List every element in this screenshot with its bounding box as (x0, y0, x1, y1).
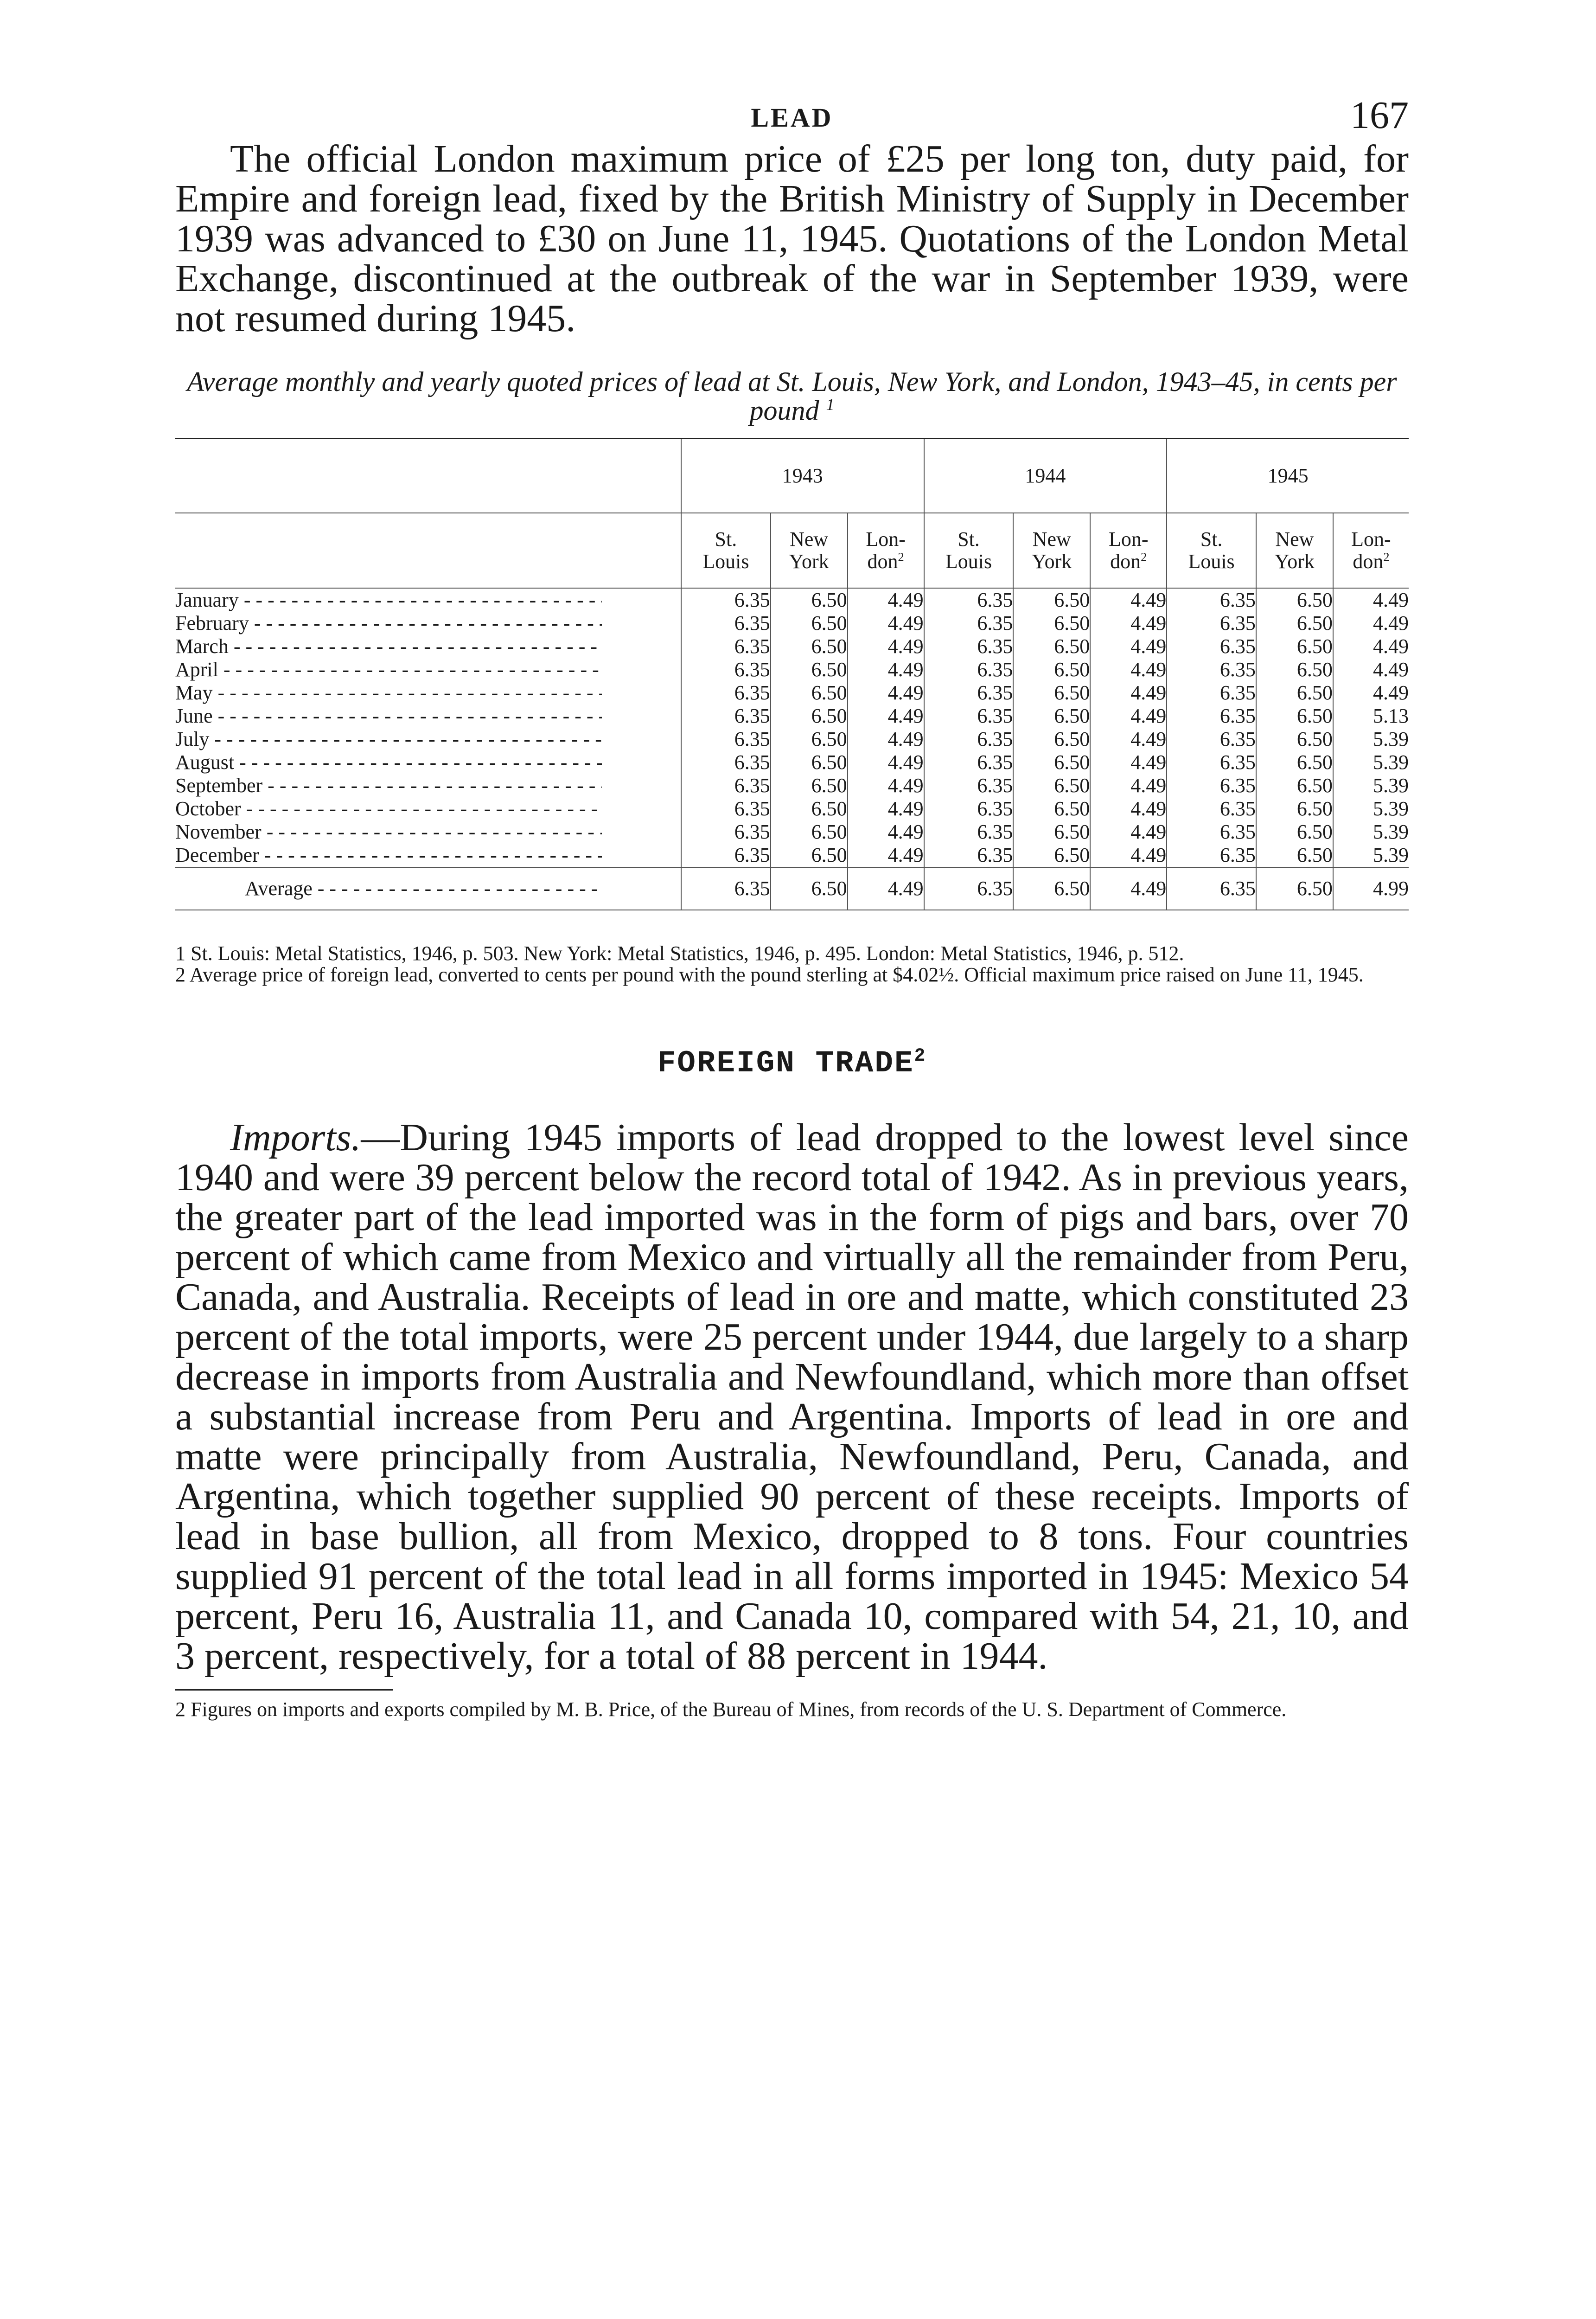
price-cell: 6.35 (681, 705, 771, 728)
price-cell: 5.13 (1333, 705, 1409, 728)
price-cell: 6.50 (1013, 681, 1090, 705)
price-cell: 5.39 (1333, 751, 1409, 774)
price-cell: 6.35 (1167, 797, 1256, 820)
document-page (175, 88, 1409, 1720)
average-cell: 6.50 (1013, 867, 1090, 910)
row-label-cell (175, 820, 681, 844)
price-cell: 6.35 (681, 612, 771, 635)
table-caption-text: Average monthly and yearly quoted prices of lead at St. Louis, New York, and London, 1943–45, in cents per pound (187, 366, 1397, 426)
row-label-cell (175, 751, 681, 774)
column-header-line-2: York (1274, 550, 1315, 573)
column-header (771, 513, 848, 588)
average-cell: 6.50 (771, 867, 848, 910)
price-cell: 5.39 (1333, 797, 1409, 820)
price-cell: 6.50 (771, 705, 848, 728)
price-cell: 4.49 (1333, 658, 1409, 681)
price-cell: 6.50 (771, 681, 848, 705)
column-header (924, 513, 1014, 588)
price-cell: 6.50 (771, 797, 848, 820)
row-label: October - - - (175, 798, 602, 820)
year-header: 1944 (924, 439, 1167, 513)
price-cell: 6.50 (1013, 612, 1090, 635)
column-header-line-2: Louis (1188, 550, 1235, 573)
price-cell: 4.49 (848, 705, 924, 728)
average-cell: 6.50 (1256, 867, 1333, 910)
price-cell: 6.50 (1013, 728, 1090, 751)
column-header-line-2: don (1353, 550, 1384, 573)
year-header-stub (175, 439, 681, 513)
row-label: November - - - (175, 821, 602, 843)
average-cell: 4.49 (848, 867, 924, 910)
table-note-1: 1 St. Louis: Metal Statistics, 1946, p. 503. New York: Metal Statistics, 1946, p. 495. London: Metal Statistics, 1946, p. 512. (175, 942, 1184, 965)
table-row (175, 705, 1409, 728)
price-cell: 4.49 (1090, 635, 1167, 658)
price-cell: 6.35 (1167, 774, 1256, 797)
column-header (1090, 513, 1167, 588)
price-cell: 6.35 (681, 635, 771, 658)
row-label: April - - - (175, 659, 602, 681)
price-cell: 6.50 (771, 820, 848, 844)
column-header (848, 513, 924, 588)
price-cell: 6.50 (1256, 751, 1333, 774)
price-cell: 6.35 (924, 728, 1014, 751)
footnote-rule (175, 1689, 393, 1691)
price-cell: 5.39 (1333, 844, 1409, 867)
row-label-cell (175, 635, 681, 658)
price-cell: 6.35 (681, 588, 771, 612)
price-cell: 6.50 (771, 588, 848, 612)
price-cell: 6.50 (1256, 774, 1333, 797)
column-header-line-1: New (790, 528, 829, 551)
column-header-line-2: don (867, 550, 898, 573)
price-cell: 6.50 (771, 658, 848, 681)
price-cell: 4.49 (1090, 797, 1167, 820)
price-cell: 6.50 (1256, 705, 1333, 728)
column-header-note: 2 (1141, 550, 1147, 564)
price-cell: 6.50 (1013, 820, 1090, 844)
price-cell: 6.35 (924, 751, 1014, 774)
price-cell: 6.50 (771, 635, 848, 658)
price-cell: 4.49 (1090, 658, 1167, 681)
price-cell: 6.50 (1013, 797, 1090, 820)
section-heading (175, 1046, 1409, 1081)
section-title: FOREIGN TRADE (657, 1046, 914, 1081)
price-cell: 6.50 (1256, 681, 1333, 705)
table-row (175, 751, 1409, 774)
row-label-cell (175, 681, 681, 705)
price-cell: 6.35 (1167, 751, 1256, 774)
price-cell: 4.49 (848, 681, 924, 705)
table-row (175, 774, 1409, 797)
price-cell: 4.49 (848, 751, 924, 774)
price-cell: 4.49 (1333, 635, 1409, 658)
row-label-cell (175, 844, 681, 867)
column-header (1256, 513, 1333, 588)
price-cell: 5.39 (1333, 728, 1409, 751)
row-label-cell (175, 658, 681, 681)
column-header-stub (175, 513, 681, 588)
row-label: December - - - (175, 844, 602, 866)
price-cell: 4.49 (1090, 844, 1167, 867)
price-cell: 6.35 (1167, 681, 1256, 705)
table-row (175, 797, 1409, 820)
price-cell: 6.35 (1167, 612, 1256, 635)
price-cell: 4.49 (848, 635, 924, 658)
column-header-line-2: York (1032, 550, 1072, 573)
price-cell: 6.35 (1167, 844, 1256, 867)
price-cell: 6.35 (681, 844, 771, 867)
imports-lead-in: Imports. (230, 1116, 361, 1159)
price-cell: 4.49 (848, 797, 924, 820)
price-cell: 6.35 (681, 797, 771, 820)
year-header: 1943 (681, 439, 924, 513)
row-label: July - - - (175, 728, 602, 750)
average-cell: 6.35 (681, 867, 771, 910)
column-header-line-1: New (1275, 528, 1314, 551)
column-header-line-2: York (789, 550, 829, 573)
price-cell: 4.49 (848, 658, 924, 681)
price-cell: 6.50 (1256, 844, 1333, 867)
column-header-row (175, 513, 1409, 588)
price-cell: 6.35 (681, 658, 771, 681)
column-header (1167, 513, 1256, 588)
price-cell: 4.49 (1090, 612, 1167, 635)
average-cell: 4.99 (1333, 867, 1409, 910)
price-cell: 4.49 (1333, 681, 1409, 705)
row-label-cell (175, 728, 681, 751)
table-row (175, 844, 1409, 867)
table-caption-note: 1 (826, 395, 835, 414)
footnote: 2 Figures on imports and exports compiled by M. B. Price, of the Bureau of Mines, from records of the U. S. Department of Commerce. (175, 1698, 1287, 1721)
price-cell: 4.49 (848, 612, 924, 635)
price-cell: 4.49 (848, 820, 924, 844)
price-cell: 6.50 (1256, 658, 1333, 681)
price-cell: 4.49 (1090, 728, 1167, 751)
price-cell: 6.50 (1256, 820, 1333, 844)
row-label: August - - - (175, 751, 602, 774)
price-cell: 6.35 (681, 774, 771, 797)
price-cell: 4.49 (1090, 820, 1167, 844)
year-header: 1945 (1167, 439, 1409, 513)
column-header-note: 2 (898, 550, 904, 564)
row-label: March - - - (175, 635, 602, 658)
average-label: Average - - - (245, 878, 602, 900)
column-header-line-1: Lon- (866, 528, 906, 551)
price-cell: 6.50 (1013, 751, 1090, 774)
page-number: 167 (1350, 94, 1409, 137)
price-cell: 6.35 (681, 681, 771, 705)
price-cell: 6.50 (1013, 705, 1090, 728)
price-cell: 6.50 (771, 612, 848, 635)
price-cell: 6.50 (1256, 588, 1333, 612)
table-caption (175, 367, 1409, 425)
row-label-cell (175, 797, 681, 820)
price-cell: 6.35 (1167, 588, 1256, 612)
column-header-line-2: don (1110, 550, 1141, 573)
row-label-cell (175, 588, 681, 612)
row-label: January - - - (175, 589, 602, 611)
price-cell: 5.39 (1333, 820, 1409, 844)
price-cell: 6.35 (924, 612, 1014, 635)
price-cell: 5.39 (1333, 774, 1409, 797)
price-table-body (175, 439, 1409, 910)
price-cell: 6.50 (1256, 612, 1333, 635)
price-cell: 6.35 (924, 658, 1014, 681)
average-label-cell (175, 867, 681, 910)
price-cell: 4.49 (848, 728, 924, 751)
price-cell: 6.50 (1256, 797, 1333, 820)
price-cell: 4.49 (848, 774, 924, 797)
average-row (175, 867, 1409, 910)
running-title: LEAD (751, 102, 833, 133)
price-cell: 6.35 (924, 774, 1014, 797)
price-cell: 6.50 (1013, 658, 1090, 681)
column-header-line-1: St. (958, 528, 980, 551)
price-cell: 6.35 (1167, 635, 1256, 658)
table-note-2: 2 Average price of foreign lead, converted to cents per pound with the pound sterling at $4.02½. Official maximum price raised on June 11, 1945. (175, 963, 1364, 986)
row-label: May - - - (175, 682, 602, 704)
row-label: September - - - (175, 775, 602, 797)
price-cell: 6.50 (771, 728, 848, 751)
price-cell: 4.49 (1090, 751, 1167, 774)
price-cell: 4.49 (1333, 612, 1409, 635)
row-label-cell (175, 774, 681, 797)
price-cell: 6.50 (771, 844, 848, 867)
row-label-cell (175, 705, 681, 728)
price-cell: 6.50 (1013, 844, 1090, 867)
section-note: 2 (914, 1045, 927, 1066)
price-cell: 6.35 (924, 705, 1014, 728)
column-header-line-1: St. (715, 528, 737, 551)
row-label: June - - - (175, 705, 602, 727)
price-cell: 6.35 (681, 820, 771, 844)
table-row (175, 612, 1409, 635)
table-notes (175, 943, 1409, 986)
average-cell: 4.49 (1090, 867, 1167, 910)
price-cell: 4.49 (1090, 681, 1167, 705)
price-cell: 4.49 (1333, 588, 1409, 612)
price-cell: 6.50 (771, 751, 848, 774)
column-header (681, 513, 771, 588)
price-cell: 4.49 (1090, 774, 1167, 797)
column-header-note: 2 (1383, 550, 1390, 564)
price-cell: 6.50 (1256, 728, 1333, 751)
average-cell: 6.35 (924, 867, 1014, 910)
price-cell: 6.35 (681, 751, 771, 774)
price-cell: 6.35 (924, 588, 1014, 612)
price-cell: 6.35 (1167, 705, 1256, 728)
column-header (1013, 513, 1090, 588)
running-head (175, 88, 1409, 139)
row-label-cell (175, 612, 681, 635)
price-cell: 4.49 (848, 844, 924, 867)
price-cell: 6.35 (924, 635, 1014, 658)
price-cell: 6.35 (924, 844, 1014, 867)
table-row (175, 635, 1409, 658)
imports-text: —During 1945 imports of lead dropped to the lowest level since 1940 and were 39 percent below the record total of 1942. As in previous years, the greater part of the lead imported was in the form of pigs and bars, over 70 percent of which came from Mexico and virtually all the remainder from Peru, Canada, and Australia. Receipts of lead in ore and matte, which constituted 23 percent of the total imports, were 25 percent under 1944, due largely to a sharp decrease in imports from Australia and Newfoundland, which more than offset a substantial increase from Peru and Argentina. Imports of lead in ore and matte were principally from Australia, Newfoundland, Peru, Canada, and Argentina, which together supplied 90 percent of these receipts. Imports of lead in base bullion, all from Mexico, dropped to 8 tons. Four countries supplied 91 percent of the total lead in all forms imported in 1945: Mexico 54 percent, Peru 16, Australia 11, and Canada 10, compared with 54, 21, 10, and 3 percent, respectively, for a total of 88 percent in 1944. (175, 1116, 1409, 1678)
price-cell: 6.35 (924, 681, 1014, 705)
price-cell: 6.50 (1013, 635, 1090, 658)
column-header-line-2: Louis (702, 550, 749, 573)
column-header-line-1: Lon- (1108, 528, 1149, 551)
price-cell: 6.50 (771, 774, 848, 797)
price-cell: 6.35 (924, 820, 1014, 844)
table-row (175, 681, 1409, 705)
price-cell: 6.35 (1167, 820, 1256, 844)
price-cell: 6.35 (924, 797, 1014, 820)
column-header-line-1: St. (1200, 528, 1223, 551)
year-header-row (175, 439, 1409, 513)
table-row (175, 588, 1409, 612)
imports-paragraph (175, 1118, 1409, 1676)
column-header (1333, 513, 1409, 588)
column-header-line-1: New (1032, 528, 1071, 551)
price-cell: 4.49 (848, 588, 924, 612)
price-cell: 6.50 (1013, 774, 1090, 797)
price-cell: 6.35 (681, 728, 771, 751)
price-table (175, 438, 1409, 910)
column-header-line-2: Louis (945, 550, 992, 573)
price-cell: 6.35 (1167, 658, 1256, 681)
intro-paragraph: The official London maximum price of £25 per long ton, duty paid, for Empire and foreign lead, fixed by the British Ministry of Supply in December 1939 was advanced to £30 on June 11, 1945. Quotations of the London Metal Exchange, discontinued at the outbreak of the war in September 1939, were not resumed during 1945. (175, 137, 1409, 340)
price-cell: 6.50 (1256, 635, 1333, 658)
table-row (175, 658, 1409, 681)
row-label: February - - - (175, 612, 602, 634)
price-cell: 6.50 (1013, 588, 1090, 612)
table-row (175, 820, 1409, 844)
price-cell: 4.49 (1090, 705, 1167, 728)
price-cell: 4.49 (1090, 588, 1167, 612)
price-cell: 6.35 (1167, 728, 1256, 751)
table-row (175, 728, 1409, 751)
average-cell: 6.35 (1167, 867, 1256, 910)
column-header-line-1: Lon- (1351, 528, 1391, 551)
